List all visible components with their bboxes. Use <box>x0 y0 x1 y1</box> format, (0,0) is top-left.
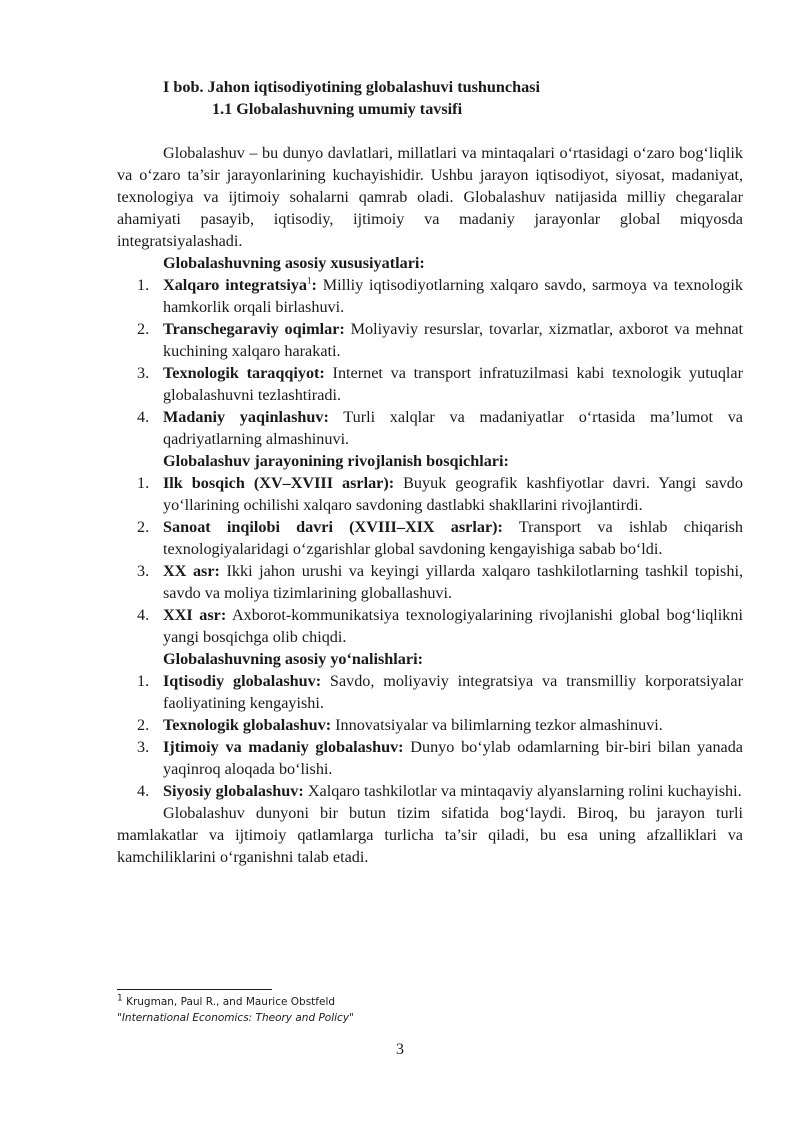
conclusion-paragraph: Globalashuv dunyoni bir butun tizim sifatida bog‘laydi. Biroq, bu jarayon turli mamlakatlar va ijtimoiy qatlamlarga turlicha ta’sir qiladi, bu esa uning afzalliklari va kamchiliklarini o‘rganishni talab etadi. <box>117 804 743 866</box>
item-term: Texnologik globalashuv: <box>163 716 332 734</box>
item-number: 4. <box>137 408 150 426</box>
features-list <box>117 274 743 450</box>
item-text: Turli xalqlar va madaniyatlar o‘rtasida ma’lumot va qadriyatlarning almashinuvi. <box>163 408 743 448</box>
item-number: 2. <box>137 716 150 734</box>
item-number: 1. <box>137 672 150 690</box>
item-term: Ijtimoiy va madaniy globalashuv: <box>163 738 404 756</box>
stages-list <box>117 472 743 648</box>
list-item <box>137 472 743 516</box>
list-item <box>137 670 743 714</box>
list-item <box>137 274 743 318</box>
section-heading: Globalashuv jarayonining rivojlanish bosqichlari: <box>163 452 509 470</box>
list-item <box>137 516 743 560</box>
item-number: 4. <box>137 782 150 800</box>
item-term: Madaniy yaqinlashuv: <box>163 408 329 426</box>
item-text: Buyuk geografik kashfiyotlar davri. Yangi savdo yo‘llarining ochilishi xalqaro savdoning dastlabki shakllarini rivojlantirdi. <box>163 474 743 514</box>
section-heading: Globalashuvning asosiy yo‘nalishlari: <box>163 650 423 668</box>
item-term-colon: : <box>311 276 317 294</box>
footnote-divider <box>117 989 272 990</box>
footnote <box>117 994 354 1026</box>
item-number: 1. <box>137 276 150 294</box>
list-item <box>137 560 743 604</box>
item-number: 3. <box>137 364 150 382</box>
item-text: Savdo, moliyaviy integratsiya va transmilliy korporatsiyalar faoliyatining kengayishi. <box>163 672 743 712</box>
item-number: 1. <box>137 474 150 492</box>
item-text: Transport va ishlab chiqarish texnologiyalaridagi o‘zgarishlar global savdoning kengayishiga sabab bo‘ldi. <box>163 518 743 558</box>
list-item <box>137 714 743 736</box>
list-item <box>137 736 743 780</box>
list-item <box>137 780 743 802</box>
chapter-title: I bob. Jahon iqtisodiyotining globalashuvi tushunchasi <box>163 78 540 96</box>
item-text: Xalqaro tashkilotlar va mintaqaviy alyanslarning rolini kuchayishi. <box>303 782 742 800</box>
intro-paragraph: Globalashuv – bu dunyo davlatlari, millatlari va mintaqalari o‘rtasidagi o‘zaro bog‘liqlik va o‘zaro ta’sir jarayonlarining kuchayishidir. Ushbu jarayon iqtisodiyot, siyosat, madaniyat, texnologiya va ijtimoiy sohalarni qamrab oladi. Globalashuv natijasida milliy chegaralar ahamiyati pasayib, iqtisodiy, ijtimoiy va madaniy jarayonlar global miqyosda integratsiyalashadi. <box>117 144 743 250</box>
item-number: 3. <box>137 738 150 756</box>
item-term: Texnologik taraqqiyot: <box>163 364 325 382</box>
item-number: 2. <box>137 518 150 536</box>
item-number: 3. <box>137 562 150 580</box>
item-text: Ikki jahon urushi va keyingi yillarda xalqaro tashkilotlarning tashkil topishi, savdo va moliya tizimlarining globallashuvi. <box>163 562 743 602</box>
item-number: 2. <box>137 320 150 338</box>
section-heading: Globalashuvning asosiy xususiyatlari: <box>163 254 425 272</box>
list-item <box>137 604 743 648</box>
item-text: Innovatsiyalar va bilimlarning tezkor almashinuvi. <box>331 716 663 734</box>
list-item <box>137 406 743 450</box>
item-term: Iqtisodiy globalashuv: <box>163 672 322 690</box>
item-text: Moliyaviy resurslar, tovarlar, xizmatlar, axborot va mehnat kuchining xalqaro harakati. <box>163 320 743 360</box>
item-number: 4. <box>137 606 150 624</box>
item-term: Siyosiy globalashuv: <box>163 782 304 800</box>
footnote-title: "International Economics: Theory and Policy" <box>117 1012 354 1024</box>
footnote-author-line <box>117 994 354 1010</box>
item-text: Dunyo bo‘ylab odamlarning bir-biri bilan yanada yaqinroq aloqada bo‘lishi. <box>163 738 743 778</box>
item-term: Sanoat inqilobi davri (XVIII–XIX asrlar): <box>163 518 503 536</box>
list-item <box>137 318 743 362</box>
list-item <box>137 362 743 406</box>
item-text: Milliy iqtisodiyotlarning xalqaro savdo, sarmoya va texnologik hamkorlik orqali birlashuvi. <box>163 276 743 316</box>
directions-list <box>117 670 743 802</box>
page-number: 3 <box>396 1041 404 1058</box>
item-term: XX asr: <box>163 562 220 580</box>
footnote-author: Krugman, Paul R., and Maurice Obstfeld <box>122 996 336 1008</box>
item-term: XXI asr: <box>163 606 227 624</box>
footnote-ref[interactable]: 1 <box>307 275 312 286</box>
main-content <box>117 76 743 868</box>
section-title: 1.1 Globalashuvning umumiy tavsifi <box>212 100 463 118</box>
item-text: Axborot-kommunikatsiya texnologiyalarining rivojlanishi global bog‘liqlikni yangi bosqichga olib chiqdi. <box>163 606 743 646</box>
item-term: Ilk bosqich (XV–XVIII asrlar): <box>163 474 395 492</box>
item-text: Internet va transport infratuzilmasi kabi texnologik yutuqlar globalashuvni tezlashtiradi. <box>163 364 743 404</box>
footnote-mark: 1 <box>117 993 123 1004</box>
item-term: Xalqaro integratsiya <box>163 276 308 294</box>
item-term: Transchegaraviy oqimlar: <box>163 320 345 338</box>
